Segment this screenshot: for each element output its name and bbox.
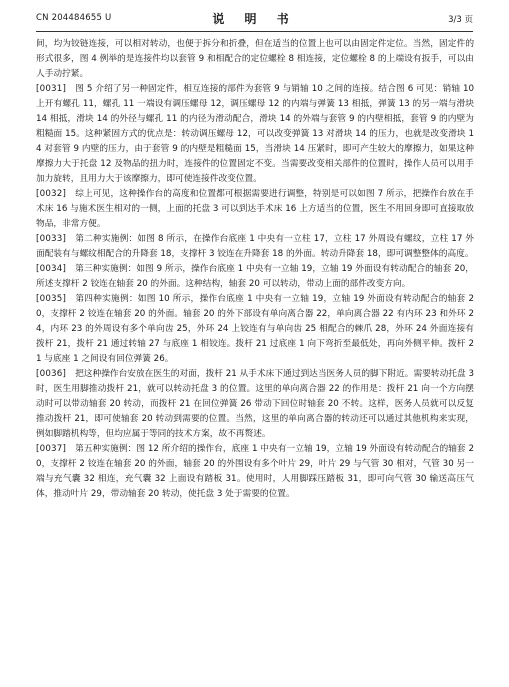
paragraph-text: 第三种实施例：如图 9 所示，操作台底座 1 中央有一立轴 19，立轴 19 外面设有转动配合的轴套 20，所述支撑杆 2 铰连在轴套 20 的外面。这种结构，轴套 20 可以转动，带动上面的部件改变方向。: [36, 264, 474, 289]
paragraph-number: [0035]: [36, 294, 67, 304]
paragraph-text: 第五种实施例：图 12 所介绍的操作台，底座 1 中央有一立轴 19，立轴 19 外面设有转动配合的轴套 20，支撑杆 2 铰连在轴套 20 的外面，轴套 20 的外围设有多个叶片 29，叶片 29 与气管 30 相对，气管 30 另一端与充气囊 32 相连，充气囊 32 上面设有踏板 31。使用时，人用脚踩压踏板 31，即可向气管 30 输送高压气体，推动叶片 29，带动轴套 20 转动，使托盘 3 处于需要的位置。: [36, 444, 474, 499]
page-number: 3/3 页: [448, 15, 473, 25]
paragraph: [36, 37, 474, 82]
paragraph-text: 第二种实施例：如图 8 所示，在操作台底座 1 中央有一立柱 17，立柱 17 外周设有螺纹，立柱 17 外面配装有与螺纹相配合的升降套 18，支撑杆 3 铰连在升降套 18 的外面。转动升降套 18，即可调整整体的高度。: [36, 234, 474, 259]
paragraph: [36, 232, 474, 262]
paragraph-number: [0034]: [36, 264, 67, 274]
paragraph-number: [0037]: [36, 444, 67, 454]
paragraph: [36, 262, 474, 292]
paragraph-number: [0031]: [36, 84, 67, 94]
paragraph: [36, 442, 474, 502]
paragraph-text: 第四种实施例：如图 10 所示，操作台底座 1 中央有一立轴 19，立轴 19 外面设有转动配合的轴套 20，支撑杆 2 铰连在轴套 20 的外面。轴套 20 的外下部设有单向离合器 22，单向离合器 22 有内环 23 和外环 24，内环 23 的外周设有多个单向齿 25，外环 24 上铰连有与单向齿 25 相配合的棘爪 28，外环 24 外面连接有拨杆 21，拨杆 21 通过转轴 27 与底座 1 相铰连。拨杆 21 过底座 1 向下弯折至最低处，再向外侧平伸。拨杆 21 与底座 1 之间设有回位弹簧 26。: [36, 294, 474, 364]
document-body: [36, 37, 474, 502]
paragraph: [36, 82, 474, 187]
paragraph: [36, 367, 474, 442]
paragraph: [36, 187, 474, 232]
header-rule: [36, 31, 473, 32]
paragraph-text: 间，均为铰链连接，可以相对转动，也便于拆分和折叠，但在适当的位置上也可以由固定件定位。当然，固定件的形式很多，图 4 例举的是连接件均以套管 9 和相配合的定位螺栓 8 相连接，定位螺栓 8 的上端设有扳手，可以由人手动拧紧。: [36, 39, 474, 79]
paragraph-number: [0033]: [36, 234, 67, 244]
patent-number: CN 204484655 U: [36, 13, 112, 23]
page-header: [36, 9, 473, 29]
paragraph-text: 综上可见，这种操作台的高度和位置都可根据需要进行调整，特别是可以如图 7 所示，把操作台放在手术床 16 与施术医生相对的一侧，上面的托盘 3 可以到达手术床 16 上方适当的位置，医生不用回身即可直接取放物品，非常方便。: [36, 189, 474, 229]
page-title: 说 明 书: [212, 12, 297, 26]
paragraph-number: [0036]: [36, 369, 67, 379]
paragraph-text: 把这种操作台安放在医生的对面，拨杆 21 从手术床下通过到达当医务人员的脚下附近。需要转动托盘 3 时，医生用脚推动拨杆 21，就可以转动托盘 3 的位置。这里的单向离合器 22 的作用是：拨杆 21 向一个方向摆动时可以带动轴套 20 转动，而拨杆 21 在回位弹簧 26 带动下回位时轴套 20 不转。这样，医务人员就可以反复推动拨杆 21，即可使轴套 20 转动到需要的位置。当然，这里的单向离合器的转动还可以通过其他机构来实现，例如脚踏机构等，但均应属于等同的技术方案，故不再赘述。: [36, 369, 474, 439]
paragraph: [36, 292, 474, 367]
paragraph-number: [0032]: [36, 189, 67, 199]
paragraph-text: 图 5 介绍了另一种固定件，相互连接的部件为套管 9 与销轴 10 之间的连接。结合图 6 可见：销轴 10 上开有螺孔 11，螺孔 11 一端设有调压螺母 12，调压螺母 12 的内端与弹簧 13 相抵，弹簧 13 的另一端与滑块 14 相抵，滑块 14 的外径与螺孔 11 的内径为滑动配合，滑块 14 的外端与套管 9 的内壁相抵，套管 9 的内壁为粗糙面 15。这种紧固方式的优点是：转动调压螺母 12，可以改变弹簧 13 对滑块 14 的压力，也就是改变滑块 14 对套管 9 内壁的压力，由于套管 9 的内壁是粗糙面 15，当滑块 14 压紧时，即可产生较大的摩擦力，如果这种摩擦力大于托盘 12 及物品的扭力时，连接件的位置固定不变。当需要改变相关部件的位置时，操作人员可以用手加力旋转，且用力大于该摩擦力，即可使连接件改变位置。: [36, 84, 474, 184]
